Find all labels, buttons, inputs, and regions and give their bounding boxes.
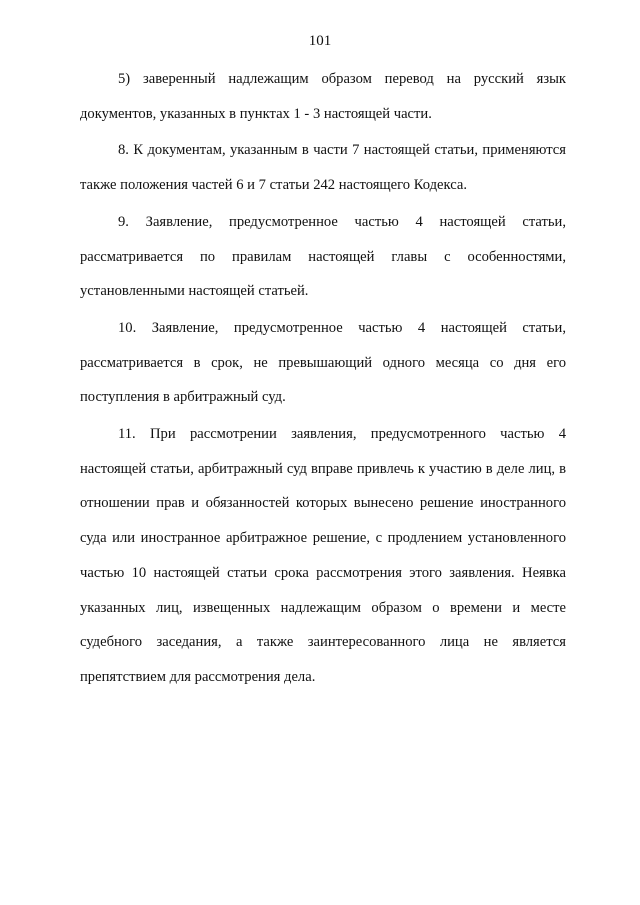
- paragraph-item-5: 5) заверенный надлежащим образом перевод на русский язык документов, указанных в пунктах 1 - 3 настоящей части.: [80, 71, 566, 122]
- paragraph-part-10: 10. Заявление, предусмотренное частью 4 настоящей статьи, рассматривается в срок, не превышающий одного месяца со дня его поступления в арбитражный суд.: [80, 319, 566, 406]
- paragraph-part-9: 9. Заявление, предусмотренное частью 4 настоящей статьи, рассматривается по правилам настоящей главы с особенностями, установленными настоящей статьей.: [80, 213, 566, 300]
- page-number: 101: [308, 33, 332, 49]
- document-body: [80, 62, 566, 697]
- paragraph-part-11: 11. При рассмотрении заявления, предусмотренного частью 4 настоящей статьи, арбитражный суд вправе привлечь к участию в деле лиц, в отношении прав и обязанностей которых вынесено решение иностранного суда или иностранное арбитражное решение, с продлением установленного частью 10 настоящей статьи срока рассмотрения этого заявления. Неявка указанных лиц, извещенных надлежащим образом о времени и месте судебного заседания, а также заинтересованного лица не является препятствием для рассмотрения дела.: [80, 426, 566, 685]
- paragraph-part-8: 8. К документам, указанным в части 7 настоящей статьи, применяются также положения частей 6 и 7 статьи 242 настоящего Кодекса.: [80, 142, 566, 194]
